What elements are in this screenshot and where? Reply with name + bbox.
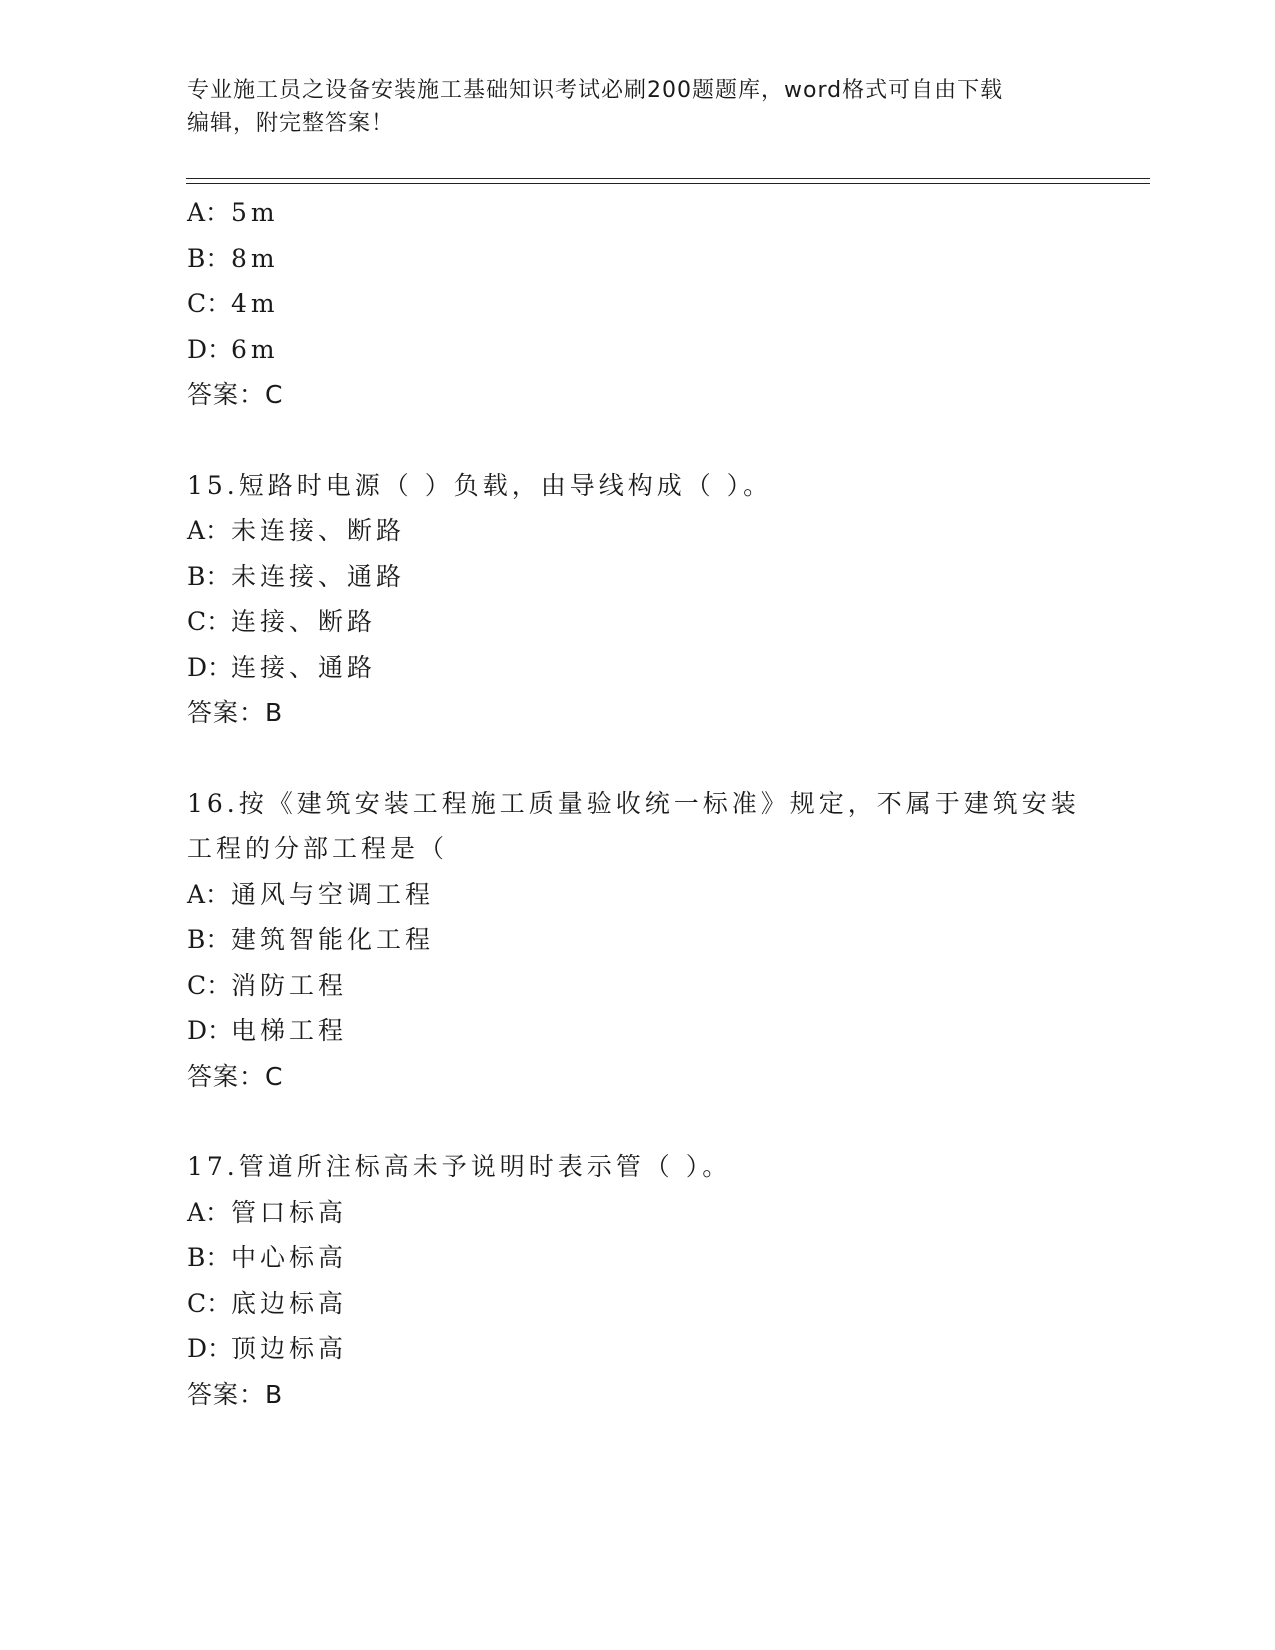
option-d — [187, 1008, 1087, 1054]
option-c — [187, 281, 1087, 327]
option-label: D： — [187, 334, 233, 364]
option-c — [187, 1281, 1087, 1327]
answer-line: 答案：B — [187, 1379, 284, 1409]
option-text: 8m — [231, 243, 279, 273]
option-a — [187, 872, 1087, 918]
option-b — [187, 236, 1087, 282]
question-16 — [187, 781, 1087, 1100]
option-label: B： — [187, 561, 231, 591]
option-text: 连接、断路 — [231, 607, 377, 636]
option-a — [187, 190, 1087, 236]
option-text: 管口标高 — [231, 1197, 348, 1227]
question-stem: 15.短路时电源（ ）负载，由导线构成（ ）。 — [187, 470, 773, 500]
option-d — [187, 327, 1087, 373]
option-text: 5m — [231, 198, 279, 227]
option-text: 顶边标高 — [231, 1334, 348, 1363]
question-stem-line2: 工程的分部工程是（ — [187, 834, 449, 863]
option-label: C： — [187, 607, 232, 636]
option-text: 4m — [231, 289, 279, 318]
option-text: 未连接、断路 — [231, 516, 406, 545]
option-c — [187, 963, 1087, 1009]
question-17 — [187, 1144, 1087, 1417]
option-text: 建筑智能化工程 — [231, 925, 435, 954]
option-label: B： — [187, 925, 231, 954]
option-label: A： — [187, 198, 231, 227]
option-text: 6m — [231, 334, 279, 364]
option-text: 通风与空调工程 — [231, 879, 435, 909]
option-label: C： — [187, 1288, 232, 1318]
option-d — [187, 645, 1087, 691]
answer-line: 答案：C — [187, 1061, 284, 1091]
option-label: B： — [187, 243, 231, 273]
option-label: C： — [187, 289, 232, 318]
option-label: A： — [187, 1197, 231, 1227]
header-divider-bottom — [186, 183, 1150, 184]
option-text: 连接、通路 — [231, 652, 377, 682]
option-label: A： — [187, 516, 231, 545]
option-label: A： — [187, 879, 231, 909]
option-text: 电梯工程 — [231, 1016, 348, 1045]
option-label: D： — [187, 1334, 233, 1363]
header-title-line1: 专业施工员之设备安装施工基础知识考试必刷200题题库，word格式可自由下载 — [187, 78, 1004, 103]
option-label: D： — [187, 652, 233, 682]
question-14 — [187, 190, 1087, 418]
option-b — [187, 917, 1087, 963]
option-text: 消防工程 — [231, 970, 348, 1000]
option-text: 中心标高 — [231, 1243, 348, 1272]
option-b — [187, 1235, 1087, 1281]
option-text: 未连接、通路 — [231, 561, 406, 591]
question-stem: 17.管道所注标高未予说明时表示管（ ）。 — [187, 1152, 732, 1181]
option-a — [187, 508, 1087, 554]
option-b — [187, 554, 1087, 600]
question-15 — [187, 463, 1087, 736]
answer-line: 答案：B — [187, 698, 284, 727]
header-title-line2: 编辑，附完整答案！ — [187, 111, 395, 136]
answer-line: 答案：C — [187, 380, 284, 409]
question-stem-line1: 16.按《建筑安装工程施工质量验收统一标准》规定，不属于建筑安装 — [187, 788, 1080, 818]
option-label: C： — [187, 970, 232, 1000]
header-divider-top — [186, 178, 1150, 179]
option-a — [187, 1190, 1087, 1236]
option-c — [187, 599, 1087, 645]
document-header — [187, 74, 1067, 140]
option-text: 底边标高 — [231, 1288, 348, 1318]
option-d — [187, 1326, 1087, 1372]
question-list — [187, 190, 1087, 1417]
option-label: D： — [187, 1016, 233, 1045]
option-label: B： — [187, 1243, 231, 1272]
